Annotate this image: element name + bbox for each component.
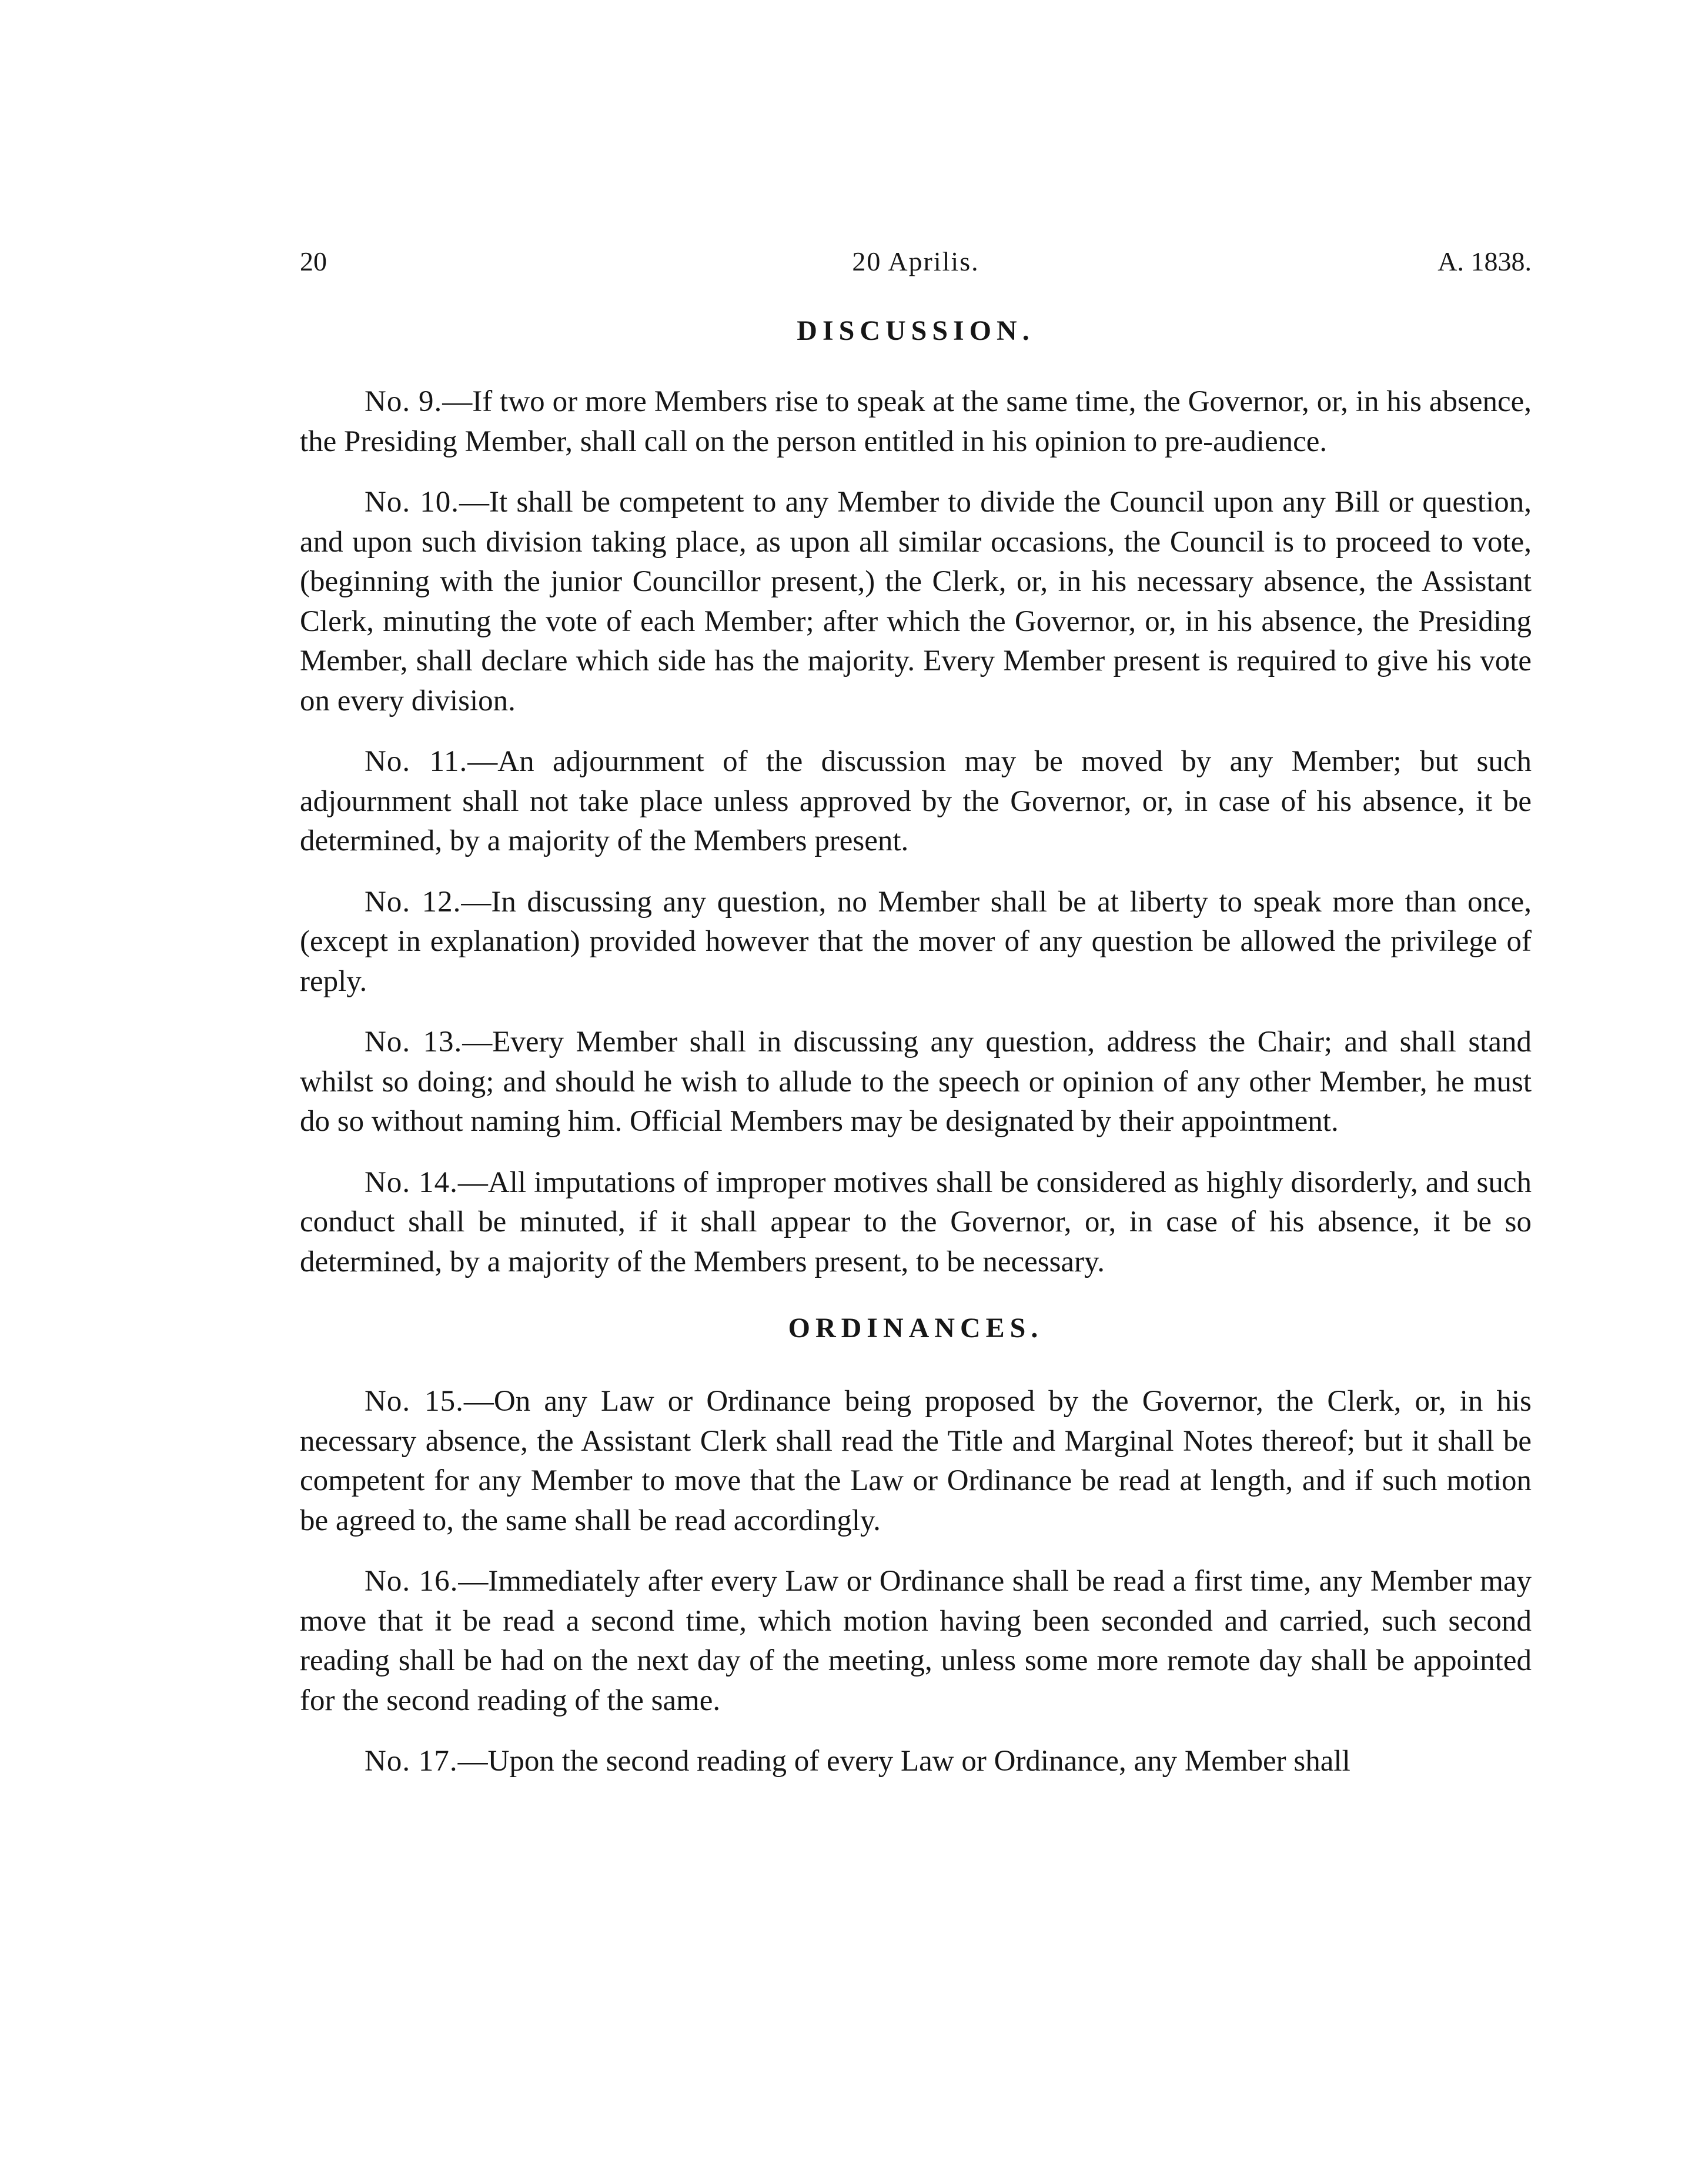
rule-text: —In discussing any question, no Member shall be at liberty to speak more than once, (except in explanation) provided however that the mover of any question be allowed the privilege of reply.	[300, 885, 1532, 998]
rule-15	[300, 1382, 1532, 1541]
rule-16	[300, 1562, 1532, 1721]
running-head-date: 20 Aprilis.	[852, 246, 979, 276]
page-number: 20	[300, 246, 327, 276]
rule-text: —Immediately after every Law or Ordinance shall be read a first time, any Member may move that it be read a second time, which motion having been seconded and carried, such second reading shall be had on the next day of the meeting, unless some more remote day shall be appointed for the second reading of the same.	[300, 1565, 1532, 1717]
rule-13	[300, 1023, 1532, 1142]
rule-number: No. 9.	[365, 385, 443, 418]
rule-text: —An adjournment of the discussion may be moved by any Member; but such adjournment shall not take place unless approved by the Governor, or, in case of his absence, it be determined, by a majority of the Members present.	[300, 745, 1532, 857]
rule-text: —All imputations of improper motives shall be considered as highly disorderly, and such conduct shall be minuted, if it shall appear to the Governor, or, in case of his absence, it be so determined, by a majority of the Members present, to be necessary.	[300, 1166, 1532, 1278]
running-head-year: A. 1838.	[1437, 246, 1532, 276]
rule-number: No. 13.	[365, 1026, 463, 1058]
rule-number: No. 17.	[365, 1745, 458, 1778]
rule-11	[300, 742, 1532, 861]
rule-12	[300, 883, 1532, 1002]
rule-number: No. 12.	[365, 885, 462, 919]
rule-text: —Every Member shall in discussing any question, address the Chair; and shall stand whilst so doing; and should he wish to allude to the speech or opinion of any other Member, he must do so without naming him. Official Members may be designated by their appointment.	[300, 1026, 1532, 1138]
rule-17	[300, 1742, 1532, 1782]
rule-text: —Upon the second reading of every Law or Ordinance, any Member shall	[457, 1745, 1350, 1778]
rule-number: No. 15.	[365, 1385, 464, 1418]
rule-9	[300, 382, 1532, 462]
rule-number: No. 11.	[365, 745, 468, 778]
rule-14	[300, 1163, 1532, 1283]
running-head	[300, 241, 1532, 282]
section-heading-ordinances: ORDINANCES.	[788, 1313, 1044, 1344]
section-heading-discussion: DISCUSSION.	[797, 315, 1035, 346]
rule-10	[300, 483, 1532, 721]
rule-text: —If two or more Members rise to speak at the same time, the Governor, or, in his absence, the Presiding Member, shall call on the person entitled in his opinion to pre-audience.	[300, 385, 1532, 458]
rule-text: —On any Law or Ordinance being proposed by the Governor, the Clerk, or, in his necessary absence, the Assistant Clerk shall read the Title and Marginal Notes thereof; but it shall be competent for any Member to move that the Law or Ordinance be read at length, and if such motion be agreed to, the same shall be read accordingly.	[300, 1385, 1532, 1537]
page-text	[300, 241, 1532, 1803]
rule-text: —It shall be competent to any Member to divide the Council upon any Bill or question, and upon such division taking place, as upon all similar occasions, the Council is to proceed to vote, (beginning with the junior Councillor present,) the Clerk, or, in his necessary absence, the Assistant Clerk, minuting the vote of each Member; after which the Governor, or, in his absence, the Presiding Member, shall declare which side has the majority. Every Member present is required to give his vote on every division.	[300, 486, 1532, 717]
rule-number: No. 14.	[365, 1166, 458, 1199]
rule-number: No. 10.	[365, 486, 460, 519]
rule-number: No. 16.	[365, 1565, 459, 1598]
